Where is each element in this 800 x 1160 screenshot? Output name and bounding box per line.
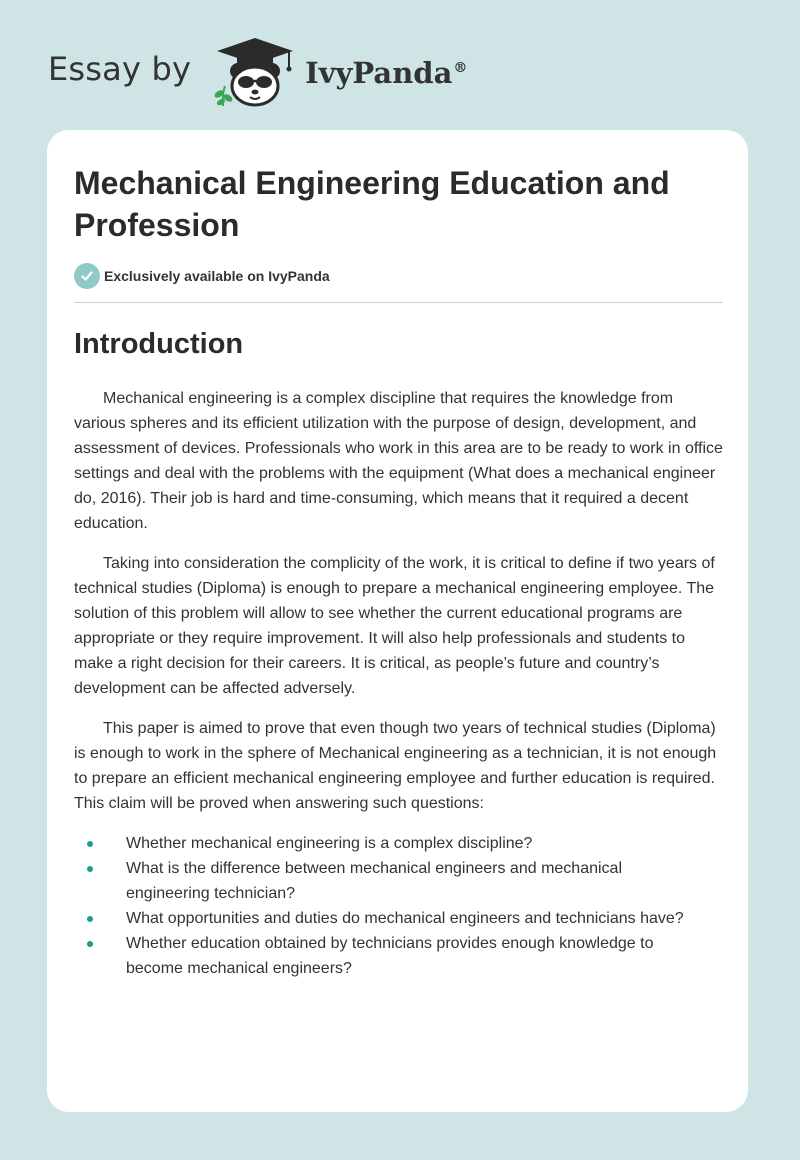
brand-name[interactable] [305,56,467,90]
bullet-icon [87,866,93,872]
site-header [48,36,467,108]
paragraph: Mechanical engineering is a complex discipline that requires the knowledge from various spheres and its efficient utilization with the purpose of design, development, and assessment of devices. Professionals who work in this area are to be ready to work in office settings and deal with the problems with the equipment (What does a mechanical engineer do, 2016). Their job is hard and time-consuming, which means that it required a decent education. [74,390,723,532]
exclusive-label: Exclusively available on IvyPanda [104,268,330,284]
list-item [74,831,726,856]
article-body [74,386,726,981]
check-icon [74,263,100,289]
brand-name-text: IvyPanda [305,56,453,90]
question-list [74,831,726,981]
bullet-icon [87,841,93,847]
bullet-icon [87,916,93,922]
list-item-text: Whether mechanical engineering is a complex discipline? [126,835,533,852]
list-item [74,856,726,906]
list-item-text: What is the difference between mechanical engineers and mechanical engineering technician? [126,860,622,902]
list-item [74,931,726,981]
paragraph: This paper is aimed to prove that even though two years of technical studies (Diploma) is enough to work in the sphere of Mechanical engineering as a technician, it is not enough to prepare an efficient mechanical engineering employee and further education is required. This claim will be proved when answering such questions: [74,720,717,812]
bullet-icon [87,941,93,947]
essay-by-label: Essay by [48,50,192,88]
essay-card [47,130,748,1112]
page-title: Mechanical Engineering Education and Profession [74,165,670,243]
registered-mark: ® [453,60,468,77]
section-heading: Introduction [74,328,244,360]
list-item-text: Whether education obtained by technicians provides enough knowledge to become mechanical engineers? [126,935,654,977]
panda-graduation-cap-logo-icon[interactable] [209,36,301,108]
list-item [74,906,726,931]
paragraph: Taking into consideration the complicity of the work, it is critical to define if two years of technical studies (Diploma) is enough to prepare a mechanical engineering employee. The solution of this problem will allow to see whether the current educational programs are appropriate or they require improvement. It will also help professionals and students to make a right decision for their careers. It is critical, as people’s future and country’s development can be affected adversely. [74,555,715,697]
title-divider [74,302,723,303]
list-item-text: What opportunities and duties do mechanical engineers and technicians have? [126,910,684,927]
exclusive-badge [74,263,330,289]
